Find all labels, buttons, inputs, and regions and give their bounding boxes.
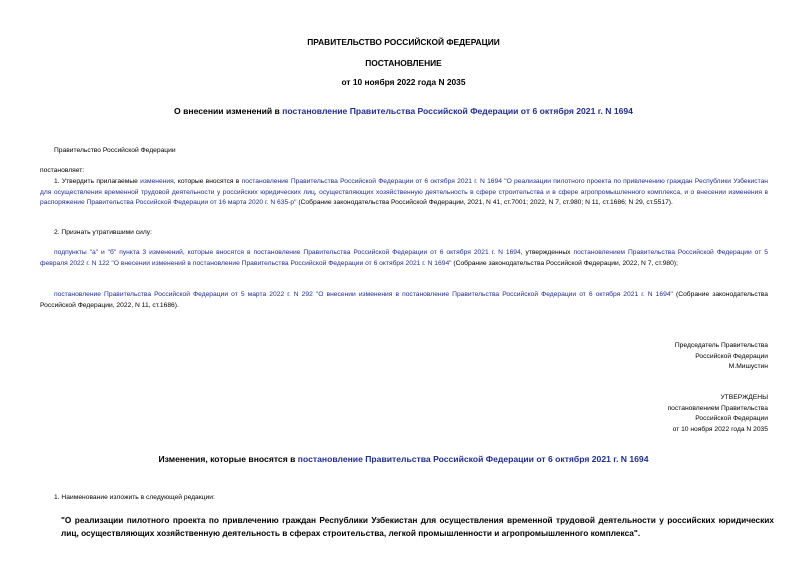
approval-stamp (668, 393, 768, 436)
title-prefix: О внесении изменений в (174, 106, 283, 116)
document-date-number: от 10 ноября 2022 года N 2035 (341, 77, 466, 87)
signature-block (675, 341, 768, 373)
signature-country: Российской Федерации (695, 352, 768, 360)
signature-position: Председатель Правительства (674, 342, 768, 349)
decides-line: постановляет: (40, 167, 85, 174)
paragraph-sub-2 (40, 290, 768, 311)
title-link[interactable]: постановление Правительства Российской Федерации от 6 октября 2021 г. N 1694 (282, 106, 633, 116)
sub2-text-a: (Собрание законодательства Российской Федерации, 2022, N 11, ст.1686). (40, 291, 768, 309)
item1-text-b: , которые вносятся в (173, 178, 242, 185)
sub1-link-subparagraphs[interactable]: подпункты "а" и "б" пункта 3 изменений, которые вносятся в постановление Правительства Российской Федерации от 6 октября 2021 г. N 1694 (54, 249, 521, 256)
approved-by: постановлением Правительства (667, 404, 768, 412)
government-line: Правительство Российской Федерации (54, 147, 176, 154)
document-title (0, 106, 807, 116)
paragraph-item-1 (40, 177, 768, 209)
sub2-link-resolution-292[interactable]: постановление Правительства Российской Федерации от 5 марта 2022 г. N 292 "О внесении изменения в постановление Правительства Российской Федерации от 6 октября 2021 г. N 1694" (54, 291, 673, 298)
approved-date: от 10 ноября 2022 года N 2035 (672, 426, 768, 434)
approved-country: Российской Федерации (695, 415, 768, 423)
document-type: ПОСТАНОВЛЕНИЕ (365, 58, 442, 68)
item1-text-a: 1. Утвердить прилагаемые (54, 178, 141, 185)
item1-link-changes[interactable]: изменения (140, 178, 174, 185)
changes-item-1: 1. Наименование изложить в следующей редакции: (54, 494, 215, 501)
sub1-link-resolution-122[interactable]: постановлением Правительства Российской Федерации от 5 февраля 2022 г. N 122 "О внесении изменений в постановление Правительства Российской Федерации от 6 октября 2021 г. N 1694" (40, 249, 768, 267)
sub1-text-a: , утвержденных (520, 249, 574, 256)
sub1-text-b: (Собрание законодательства Российской Федерации, 2022, N 7, ст.980); (451, 259, 678, 267)
item1-link-resolution[interactable]: постановление Правительства Российской Федерации от 6 октября 2021 г. N 1694 "О реализации пилотного проекта по привлечению граждан Республики Узбекистан для осуществления временной трудовой деятельности у российских юридических лиц, осуществляющих хозяйственную деятельность в сфере строительства и в сфере агропромышленного комплекса, и о внесении изменения в распоряжение Правительства Российской Федерации от 16 марта 2020 г. N 635-р" (40, 178, 768, 207)
changes-title (0, 454, 807, 464)
government-heading: ПРАВИТЕЛЬСТВО РОССИЙСКОЙ ФЕДЕРАЦИИ (307, 37, 500, 47)
paragraph-item-2: 2. Признать утратившими силу: (54, 229, 152, 236)
approved-label: УТВЕРЖДЕНЫ (720, 394, 768, 401)
item1-text-c: (Собрание законодательства Российской Федерации, 2021, N 41, ст.7001; 2022, N 7, ст.980; N 11, ст.1686; N 29, ст.5517). (296, 199, 673, 207)
paragraph-sub-1 (40, 248, 768, 269)
changes-title-link[interactable]: постановление Правительства Российской Федерации от 6 октября 2021 г. N 1694 (297, 454, 649, 464)
signature-name: М.Мишустин (728, 363, 768, 371)
changes-title-prefix: Изменения, которые вносятся в (158, 454, 298, 464)
new-title-quote: "О реализации пилотного проекта по привлечению граждан Республики Узбекистан для осуществления временной трудовой деятельности у российских юридических лиц, осуществляющих хозяйственную деятельность в сферах строительства, легкой промышленности и агропромышленного комплекса". (61, 515, 774, 538)
